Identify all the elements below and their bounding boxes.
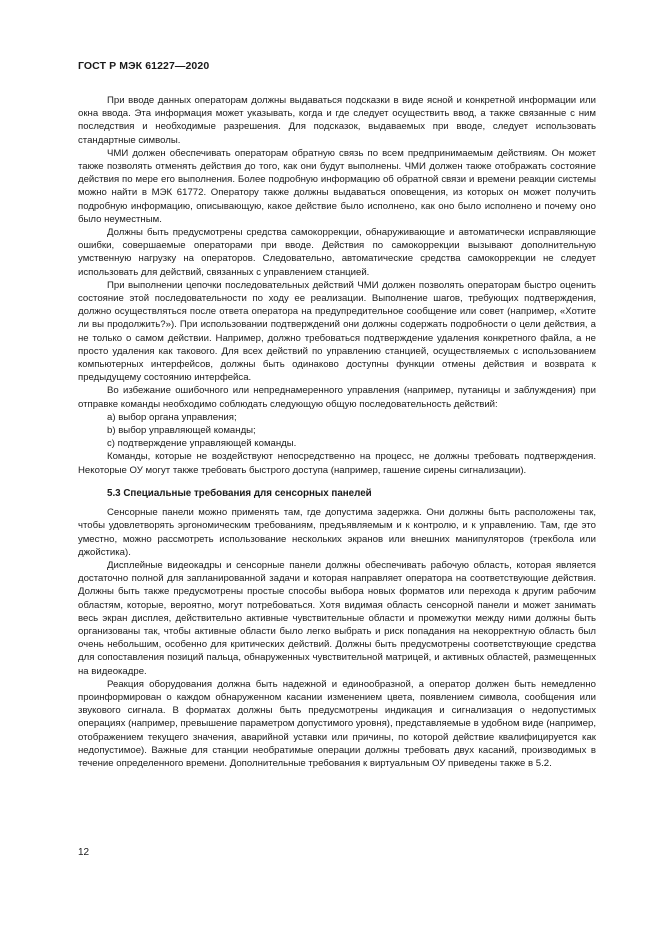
list-item: a) выбор органа управления; <box>107 411 237 423</box>
paragraph: Дисплейные видеокадры и сенсорные панели должны обеспечивать рабочую область, которая является достаточно полной для запланированной задачи и которая направляет оператора на соответствующие действия. Должны быть также предусмотрены простые способы выбора новых форматов или перехода к другим рабочим областям, которые, вероятно, могут потребоваться. Хотя видимая область сенсорной панели и может занимать весь экран дисплея, действительно активные чувствительные области и промежутки между ними должны быть организованы так, чтобы активные области было легко выбрать и риск попадания на некорректную область был очень небольшим, особенно для критических действий. Должны быть предусмотрены соответствующие средства для сопоставления позиций пальца, обнаруженных чувствительной матрицей, и активных областей, размещенных на видеокадре. <box>78 559 596 677</box>
paragraph: Во избежание ошибочного или непреднамеренного управления (например, путаницы и заблуждения) при отправке команды необходимо соблюдать следующую общую последовательность действий: <box>78 385 596 410</box>
paragraph: Должны быть предусмотрены средства самокоррекции, обнаруживающие и автоматически исправляющие ошибки, совершаемые операторами при вводе. Действия по самокоррекции вызывают дополнительную умственную нагрузку на операторов. Следовательно, автоматические средства самокоррекции не следует использовать для действий, связанных с управлением станцией. <box>78 227 596 278</box>
list-item: b) выбор управляющей команды; <box>107 425 256 437</box>
section-heading: 5.3 Специальные требования для сенсорных панелей <box>107 487 372 499</box>
paragraph: Сенсорные панели можно применять там, где допустима задержка. Они должны быть расположены так, чтобы удовлетворять эргономическим требованиям, предъявляемым и к контролю, и к управлению. Там, где это уместно, можно рассмотреть использование нескольких экранов или внешних манипуляторов (трекбола или джойстика). <box>78 507 596 558</box>
paragraph: При выполнении цепочки последовательных действий ЧМИ должен позволять операторам быстро оценить состояние этой последовательности по ходу ее реализации. Выполнение шагов, требующих подтверждения, должно осуществляться после ответа оператора на предупредительное сообщение или совет (например, «Хотите ли вы продолжить?»). При использовании подтверждений они должны содержать подробности о цели действия, а не только о самом действии. Например, должно требоваться подтверждение удаления конкретного файла, а не просто удаления как такового. Для всех действий по управлению станцией, осуществляемых с использованием компьютерных интерфейсов, должны быть одинаково доступны функции отмены действия и возврата к предыдущему состоянию интерфейса. <box>78 279 596 384</box>
paragraph: Команды, которые не воздействуют непосредственно на процесс, не должны требовать подтверждения. Некоторые ОУ могут также требовать быстрого доступа (например, гашение сирены сигнализации). <box>78 451 596 476</box>
document-header: ГОСТ Р МЭК 61227—2020 <box>78 60 210 72</box>
paragraph: ЧМИ должен обеспечивать операторам обратную связь по всем предпринимаемым действиям. Он может также позволять отменять действия до того, как они будут выполнены. ЧМИ должен также отображать состояние действия по мере его выполнения. Более подробную информацию об обратной связи и времени реакции системы можно найти в МЭК 61772. Оператору также должны выдаваться оповещения, из которых он может получить подробную информацию, описывающую, какое действие было исполнено, как оно было исполнено и почему оно было неуместным. <box>78 147 596 225</box>
paragraph: При вводе данных операторам должны выдаваться подсказки в виде ясной и конкретной информации или окна ввода. Эта информация может указывать, когда и где следует осуществить ввод, а также связанные с ним последствия и необходимые разрешения. Для подсказок, выдаваемых при вводе, следует использовать стандартные символы. <box>78 95 596 146</box>
page-number: 12 <box>78 847 90 858</box>
document-body <box>78 94 596 770</box>
paragraph: Реакция оборудования должна быть надежной и единообразной, а оператор должен быть немедленно проинформирован о каждом обнаруженном касании изменением цвета, появлением символа, сообщения или звукового сигнала. В форматах должны быть предусмотрены индикация и сигнализация о недопустимых операциях (например, превышение параметром допустимого уровня), представляемые в удобном виде (например, отображением текущего значения, аварийной уставки или причины, по которой действие квалифицируется как недопустимое). Важные для станции необратимые операции должны требовать двух касаний, производимых в течение определенного времени. Дополнительные требования к виртуальным ОУ приведены также в 5.2. <box>78 678 596 769</box>
list-item: c) подтверждение управляющей команды. <box>107 438 297 450</box>
